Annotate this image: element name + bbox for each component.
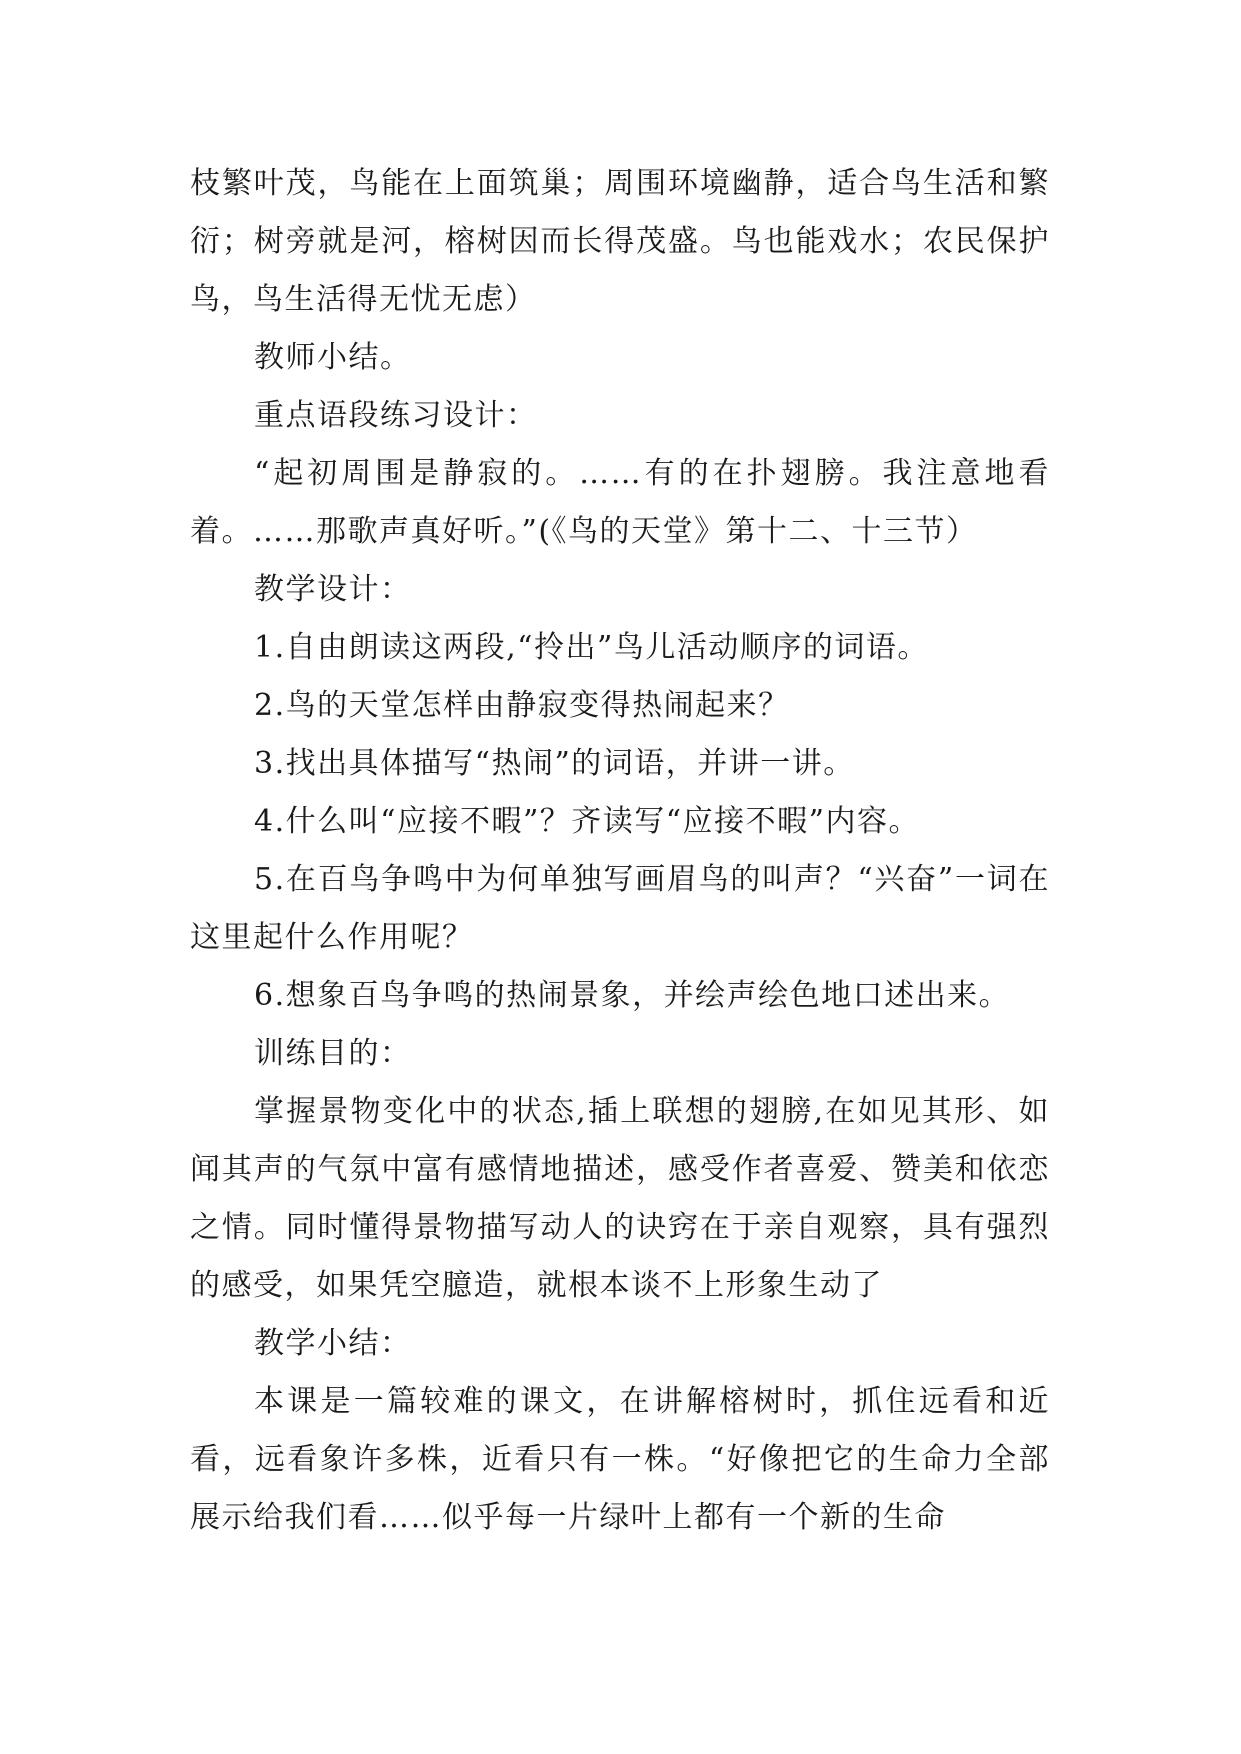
- list-item-5: 5.在百鸟争鸣中为何单独写画眉鸟的叫声？“兴奋”一词在这里起什么作用呢？: [190, 862, 1050, 955]
- list-item-6: 6.想象百鸟争鸣的热闹景象，并绘声绘色地口述出来。: [254, 978, 1011, 1013]
- list-item-1: 1.自由朗读这两段,“拎出”鸟儿活动顺序的词语。: [254, 630, 929, 665]
- paragraph-key-section-heading: 重点语段练习设计：: [254, 398, 538, 433]
- document-body: [190, 155, 1050, 1547]
- paragraph-lesson-summary: 本课是一篇较难的课文，在讲解榕树时，抓住远看和近看，远看象许多株，近看只有一株。“好像把它的生命力全部展示给我们看……似乎每一片绿叶上都有一个新的生命: [190, 1384, 1050, 1535]
- paragraph-teacher-summary: 教师小结。: [254, 340, 412, 375]
- paragraph-training-goal: 掌握景物变化中的状态,插上联想的翅膀,在如见其形、如闻其声的气氛中富有感情地描述，感受作者喜爱、赞美和依恋之情。同时懂得景物描写动人的诀窍在于亲自观察，具有强烈的感受，如果凭空臆造，就根本谈不上形象生动了: [190, 1094, 1050, 1303]
- list-item-2: 2.鸟的天堂怎样由静寂变得热闹起来？: [254, 688, 790, 723]
- list-item-4: 4.什么叫“应接不暇”？齐读写“应接不暇”内容。: [254, 804, 920, 839]
- paragraph-quoted-excerpt: “起初周围是静寂的。……有的在扑翅膀。我注意地看着。……那歌声真好听。”(《鸟的天堂》第十二、十三节）: [190, 456, 1050, 549]
- paragraph-training-goal-heading: 训练目的：: [254, 1036, 412, 1071]
- paragraph-lesson-summary-heading: 教学小结：: [254, 1326, 412, 1361]
- list-item-3: 3.找出具体描写“热闹”的词语，并讲一讲。: [254, 746, 855, 781]
- paragraph-continuation: 枝繁叶茂，鸟能在上面筑巢；周围环境幽静，适合鸟生活和繁衍；树旁就是河，榕树因而长得茂盛。鸟也能戏水；农民保护鸟，鸟生活得无忧无虑）: [190, 166, 1050, 317]
- paragraph-teaching-design-heading: 教学设计：: [254, 572, 412, 607]
